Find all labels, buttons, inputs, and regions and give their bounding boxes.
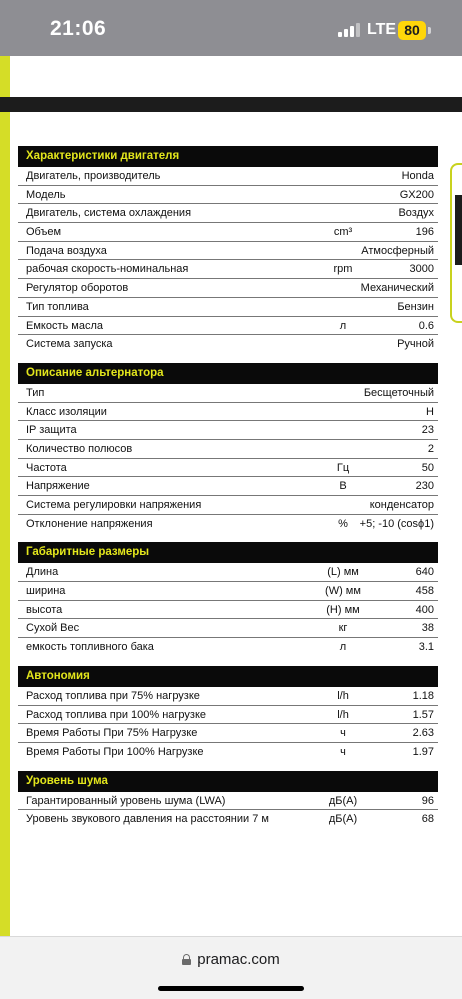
row-value: Бензин [397, 300, 434, 313]
table-row [18, 496, 438, 515]
table-row [18, 204, 438, 223]
status-bar [0, 0, 462, 56]
lime-accent-edge [0, 56, 10, 936]
browser-bottom-bar [0, 936, 462, 999]
row-value: 400 [415, 603, 434, 616]
row-value: Механический [360, 282, 434, 295]
row-label: Класс изоляции [26, 405, 107, 418]
row-value: GX200 [399, 188, 434, 201]
row-label: Напряжение [26, 480, 90, 493]
row-value: Honda [401, 170, 434, 182]
row-label: Тип [26, 386, 45, 399]
spec-section [18, 542, 438, 656]
row-value: 1.57 [412, 708, 434, 721]
row-unit: дБ(А) [328, 813, 358, 826]
row-value: 3000 [409, 263, 434, 276]
table-row [18, 582, 438, 601]
spec-section [18, 146, 438, 354]
table-row [18, 279, 438, 298]
row-unit: l/h [337, 708, 349, 721]
row-value: Воздух [398, 207, 434, 220]
row-unit: В [339, 480, 347, 493]
row-label: IP защита [26, 424, 77, 437]
table-row [18, 706, 438, 725]
section-header: Характеристики двигателя [18, 146, 438, 167]
row-unit: rpm [333, 263, 353, 276]
spec-table [18, 146, 438, 838]
dark-header-band [0, 97, 462, 112]
table-row [18, 792, 438, 811]
row-unit: л [339, 641, 347, 654]
table-row [18, 638, 438, 657]
row-label: высота [26, 603, 63, 616]
row-value: конденсатор [369, 499, 434, 511]
row-unit: cm³ [333, 226, 353, 239]
table-row [18, 167, 438, 186]
row-value: 1.97 [412, 745, 434, 758]
row-label: Длина [26, 566, 59, 579]
table-row [18, 515, 438, 534]
row-label: Подача воздуха [26, 244, 107, 257]
table-row [18, 563, 438, 582]
row-unit: дБ(А) [328, 794, 358, 807]
lock-icon [182, 954, 191, 965]
spec-section [18, 771, 438, 829]
spec-section [18, 666, 438, 762]
row-label: Тип топлива [26, 300, 89, 313]
row-value: Бесщеточный [363, 386, 434, 399]
status-time: 21:06 [50, 17, 107, 40]
row-value: +5; -10 (cosϕ1) [359, 517, 434, 530]
row-value: 2.63 [412, 727, 434, 740]
table-row [18, 317, 438, 336]
row-label: Объем [26, 226, 62, 239]
table-row [18, 260, 438, 279]
row-value: 230 [415, 480, 434, 493]
row-value: 50 [421, 461, 434, 474]
row-label: Двигатель, производитель [26, 170, 161, 182]
address-bar[interactable] [0, 951, 462, 968]
row-unit: (H) мм [326, 603, 360, 616]
row-value: 96 [421, 794, 434, 807]
table-row [18, 601, 438, 620]
row-label: Расход топлива при 75% нагрузке [26, 689, 200, 702]
table-row [18, 384, 438, 403]
row-label: Время Работы При 75% Нагрузке [26, 727, 198, 740]
row-unit: л [339, 319, 347, 332]
row-value: 3.1 [418, 641, 434, 654]
row-label: Система запуска [26, 338, 113, 351]
table-row [18, 724, 438, 743]
table-row [18, 223, 438, 242]
table-row [18, 403, 438, 422]
table-row [18, 335, 438, 354]
row-label: Уровень звукового давления на расстоянии 7 м [26, 813, 269, 826]
row-value: 2 [427, 442, 434, 455]
row-unit: (W) мм [325, 585, 361, 598]
row-label: Гарантированный уровень шума (LWA) [26, 794, 226, 807]
table-row [18, 687, 438, 706]
row-label: Время Работы При 100% Нагрузке [26, 745, 204, 758]
section-header: Автономия [18, 666, 438, 687]
row-unit: l/h [337, 689, 349, 702]
row-unit: % [338, 517, 348, 530]
row-value: H [426, 405, 434, 418]
row-value: 0.6 [418, 319, 434, 332]
row-label: Модель [26, 188, 66, 201]
section-header: Описание альтернатора [18, 363, 438, 384]
home-indicator[interactable] [158, 986, 304, 991]
row-label: Система регулировки напряжения [26, 499, 202, 511]
row-value: 68 [421, 813, 434, 826]
row-unit: ч [340, 745, 346, 758]
table-row [18, 477, 438, 496]
side-tab-image [455, 195, 462, 265]
section-header: Габаритные размеры [18, 542, 438, 563]
row-unit: (L) мм [327, 566, 359, 579]
signal-strength-icon [338, 23, 360, 37]
table-row [18, 298, 438, 317]
table-row [18, 186, 438, 205]
row-label: Частота [26, 461, 67, 474]
row-value: 458 [415, 585, 434, 598]
table-row [18, 459, 438, 478]
battery-icon: 80 [398, 21, 426, 40]
row-label: Емкость масла [26, 319, 103, 332]
row-unit: Гц [336, 461, 350, 474]
row-label: Двигатель, система охлаждения [26, 207, 192, 220]
row-value: 1.18 [412, 689, 434, 702]
table-row [18, 743, 438, 762]
table-row [18, 440, 438, 459]
row-label: емкость топливного бака [26, 641, 154, 654]
row-value: 196 [415, 226, 434, 239]
table-row [18, 810, 438, 829]
row-label: Расход топлива при 100% нагрузке [26, 708, 207, 721]
section-header: Уровень шума [18, 771, 438, 792]
battery-nub [428, 27, 431, 34]
spec-section [18, 363, 438, 534]
row-value: Ручной [397, 338, 434, 351]
row-value: Атмосферный [361, 244, 434, 257]
row-label: рабочая скорость-номинальная [26, 263, 189, 276]
table-row [18, 421, 438, 440]
table-row [18, 619, 438, 638]
row-value: 23 [421, 424, 434, 437]
row-label: Количество полюсов [26, 442, 133, 455]
row-value: 640 [415, 566, 434, 579]
row-value: 38 [421, 622, 434, 635]
row-unit: кг [338, 622, 348, 635]
row-label: Регулятор оборотов [26, 282, 129, 295]
url-text: pramac.com [197, 951, 280, 968]
network-type: LTE [367, 21, 397, 38]
row-label: Отклонение напряжения [26, 517, 153, 530]
row-unit: ч [340, 727, 346, 740]
row-label: ширина [26, 585, 66, 598]
table-row [18, 242, 438, 261]
row-label: Сухой Вес [26, 622, 80, 635]
